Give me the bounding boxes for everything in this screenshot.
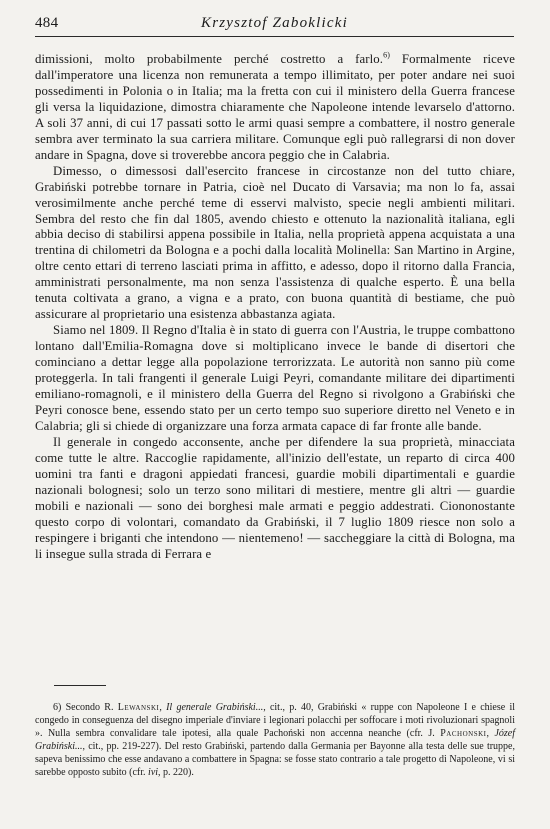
footnote-text: , cit., pp. 219-227). Del resto Grabiński, partendo dalla Germania per Bayonne alla testa delle sue truppe, sapeva benissimo che esse andavano a combattere in Spagna: se fosse stato contrario a tale progetto di Napoleone, vi si sarebbe opposto subito (cfr. [35, 741, 515, 778]
page-header [35, 14, 514, 37]
footnote-rule [54, 685, 106, 686]
running-head: Krzysztof Zaboklicki [201, 15, 348, 31]
footnote-text: , cit., p. 40, Grabiński « ruppe con Napoleone I e chiese il congedo in conseguenza del disegno imperiale d'inviare i legionari polacchi per soffocare i moti rivoluzionari spagnoli ». Nulla sembra convalidare tale ipotesi, alla quale Pachoński non accenna neanche (cfr. J. [35, 702, 516, 739]
footnote-author: Lewanski [117, 702, 160, 713]
footnote-text: Secondo R. [61, 702, 118, 713]
footnote-author: Pachonski [440, 728, 487, 739]
footnote-mark: 6) [53, 702, 62, 713]
paragraph-2: Dimesso, o dimessosi dall'esercito francese in circostanze non del tutto chiare, Grabiński potrebbe tornare in Patria, cioè nel Ducato di Varsavia; ma non lo fa, assai verosimilmente anche perché teme di esservi malvisto, specie negli ambienti militari. Sembra del resto che fin dal 1805, avendo chiesto e ottenuto la nazionalità italiana, egli abbia deciso di stabilirsi appena possibile in Italia, nella proprietà appena acquistata a una trentina di chilometri da Bologna e a pochi dalla località Molinella: San Martino in Argine, oltre cento ettari di terreno lasciati prima in affitto, e adesso, dopo il ritorno dalla Francia, amministrati personalmente, ma non senza l'assistenza di qualche esperto. È una bella tenuta coltivata a grano, a vigna e a prato, con buona quantità di bestiame, che può assicurare al proprietario una esistenza abbastanza agiata. [35, 163, 515, 322]
footnote-6 [35, 701, 515, 779]
footnote-reference[interactable]: 6) [383, 50, 390, 60]
footnote-ivi: ivi [148, 767, 159, 778]
footnote-title: Il generale Grabiński... [166, 702, 264, 713]
paragraph-1 [35, 52, 515, 164]
footnote-text: , [486, 728, 495, 739]
page-number: 484 [35, 15, 59, 31]
paragraph-3: Siamo nel 1809. Il Regno d'Italia è in stato di guerra con l'Austria, le truppe combattono lontano dall'Emilia-Romagna dove si moltiplicano invece le bande di disertori che cominciano a dettar legge alla popolazione terrorizzata. Le autorità non sanno più come proteggerla. In tali frangenti il generale Luigi Peyri, comandante militare dei dipartimenti emiliano-romagnoli, e il ministero della Guerra del Regno si rivolgono a Grabiński che Peyri conosce bene, essendo stato per un certo tempo suo superiore diretto nel Veneto e in Calabria; gli si chiede di organizzare una forza armata capace di far fronte alle bande. [35, 323, 515, 433]
footnote-title: Józef Grabiński... [35, 728, 515, 752]
paragraph-1-text-a: dimissioni, molto probabilmente perché costretto a farlo. [35, 52, 384, 66]
footnote-text: , p. 220). [158, 767, 194, 778]
body-text [35, 52, 515, 563]
footnote-text: , [159, 702, 167, 713]
paragraph-4: Il generale in congedo acconsente, anche per difendere la sua proprietà, minacciata come tutte le altre. Raccoglie rapidamente, all'inizio dell'estate, un reparto di circa 400 uomini tra fanti e dragoni appiedati francesi, guardie mobili dipartimentali e guardie nazionali bolognesi; solo un terzo sono militari di mestiere, mentre gli altri — guardie mobili e nazionali — sono dei borghesi male armati e peggio addestrati. Ciononostante questo corpo di volontari, comandato da Grabiński, il 7 luglio 1809 riesce non solo a respingere i briganti che intendono — nientemeno! — saccheggiare la città di Bologna, ma li insegue sulla strada di Ferrara e [35, 434, 515, 561]
paragraph-1-text-b: Formalmente riceve dall'imperatore una licenza non remunerata a tempo illimitato, per poter andare nei suoi possedimenti in Polonia o in Italia; ma la fretta con cui il ministero della Guerra francese gli versa la liquidazione, dimostra chiaramente che Napoleone intende levarselo d'attorno. A soli 37 anni, di cui 17 passati sotto le armi quasi sempre a combattere, il nostro generale sembra aver terminato la sua carriera militare. Comunque egli può rallegrarsi di non dover andare in Spagna, dove si troverebbe ancora peggio che in Calabria. [35, 52, 515, 162]
